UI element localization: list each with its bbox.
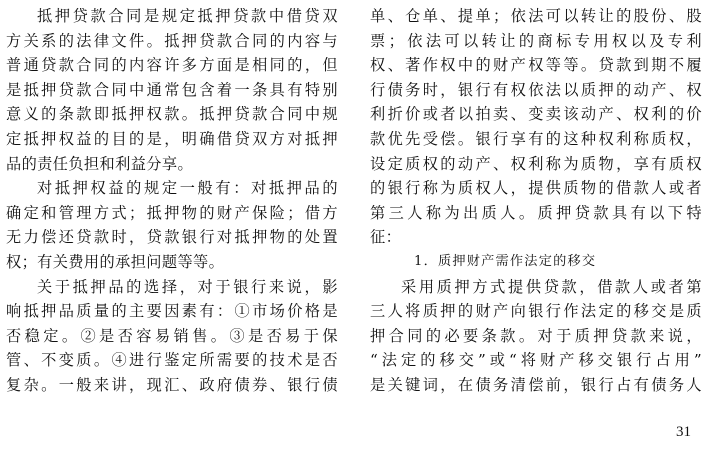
text-line: 抵押贷款合同是规定抵押贷款中借贷双 [37, 7, 338, 25]
text-line: 无力偿还贷款时，贷款银行对抵押物的处置 [6, 228, 338, 247]
right-text-column [370, 4, 702, 398]
text-line: 的银行称为质权人，提供质物的借款人或者 [370, 179, 702, 198]
text-line: 是抵押贷款合同中通常包含着一条具有特别 [6, 80, 338, 99]
text-line: 对抵押权益的规定一般有：对抵押品的 [37, 179, 338, 198]
text-line: “法定的移交”或“将财产移交银行占用” [370, 351, 702, 370]
text-line: 采用质押方式提供贷款，借款人或者第 [401, 277, 702, 296]
text-line: 普通贷款合同的内容许多方面是相同的，但 [6, 56, 338, 75]
page-number: 31 [676, 424, 691, 440]
text-line: 第三人称为出质人。质押贷款具有以下特 [370, 203, 702, 222]
text-line: 票；依法可以转让的商标专用权以及专利 [370, 31, 702, 50]
text-line: 否稳定。②是否容易销售。③是否易于保 [6, 326, 338, 345]
text-line: 是关键词，在债务清偿前，银行占有债务人 [370, 375, 702, 394]
text-line: 意义的条款即抵押权款。抵押贷款合同中规 [6, 105, 338, 124]
text-line: 权；有关费用的承担问题等等。 [6, 252, 225, 271]
text-line: 押合同的必要条款。对于质押贷款来说， [370, 326, 702, 345]
text-line: 行债务时，银行有权依法以质押的动产、权 [370, 80, 702, 99]
text-line: 关于抵押品的选择，对于银行来说，影 [37, 277, 338, 296]
text-line: 品的责任负担和利益分享。 [6, 154, 194, 173]
text-line: 设定质权的动产、权利称为质物，享有质权 [370, 154, 702, 173]
text-line: 响抵押品质量的主要因素有：①市场价格是 [6, 302, 338, 321]
text-line: 利折价或者以拍卖、变卖该动产、权利的价 [370, 105, 702, 124]
text-line: 确定和管理方式；抵押物的财产保险；借方 [6, 203, 338, 222]
text-line: 征： [370, 228, 402, 247]
text-line: 管、不变质。④进行鉴定所需要的技术是否 [6, 351, 338, 370]
section-heading: 1．质押财产需作法定的移交 [414, 253, 597, 269]
text-line: 三人将质押的财产向银行作法定的移交是质 [370, 302, 702, 321]
text-line: 单、仓单、提单；依法可以转让的股份、股 [370, 7, 702, 25]
text-line: 方关系的法律文件。抵押贷款合同的内容与 [6, 31, 338, 50]
text-line: 权、著作权中的财产权等等。贷款到期不履 [370, 56, 702, 75]
text-line: 复杂。一般来讲，现汇、政府债券、银行债 [6, 375, 338, 394]
text-line: 定抵押权益的目的是，明确借贷双方对抵押 [6, 129, 338, 148]
text-line: 款优先受偿。银行享有的这种权利称质权， [370, 129, 702, 148]
left-text-column [6, 4, 338, 398]
